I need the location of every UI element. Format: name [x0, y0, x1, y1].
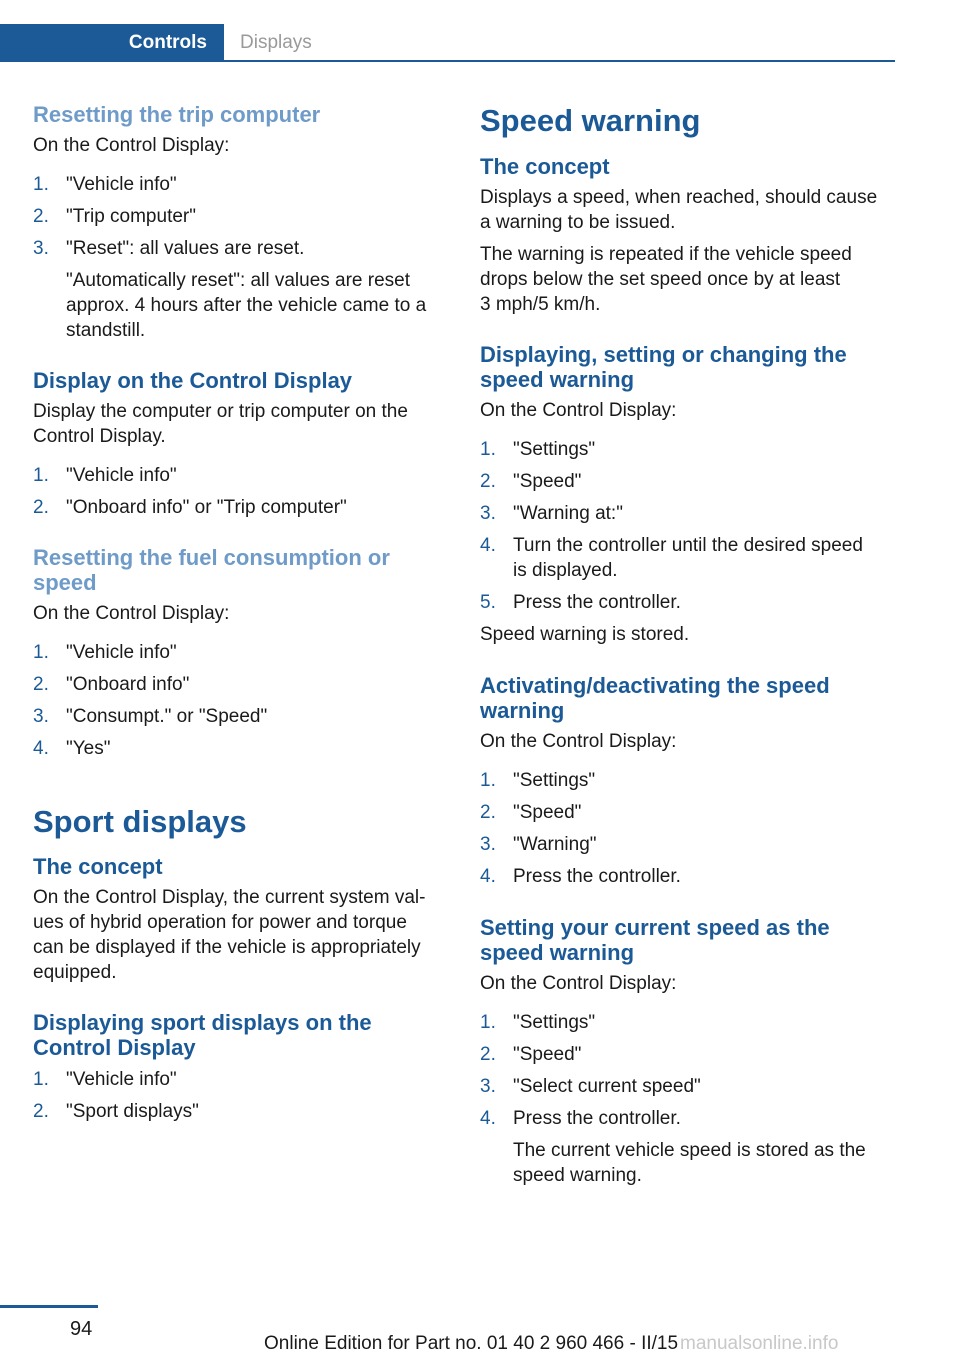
heading-reset-fuel: Resetting the fuel consumption or speed [33, 545, 390, 595]
tab-controls[interactable]: Controls [0, 24, 224, 60]
heading-speed-concept: The concept [480, 154, 610, 179]
list-item: 2. "Onboard info" or "Trip computer" [33, 497, 347, 518]
tab-displays[interactable]: Displays [240, 32, 312, 53]
text-reset-fuel-intro: On the Control Display: [33, 603, 230, 624]
text-speed-concept-1: Displays a speed, when reached, should cause a warning to be issued. [480, 187, 878, 233]
list-item: 4. Turn the controller until the desired speed is displayed. [480, 535, 863, 581]
list-item: 4. Press the controller. [480, 866, 681, 887]
list-item: 4. Press the controller. [480, 1108, 681, 1129]
list-item: 1. "Vehicle info" [33, 1069, 177, 1090]
list-item: 2. "Trip computer" [33, 206, 196, 227]
title-sport-displays: Sport displays [33, 804, 247, 839]
step-note: "Automatically reset": all values are reset approx. 4 hours after the vehicle came to a standstill. [66, 270, 427, 341]
title-speed-warning: Speed warning [480, 103, 701, 138]
header-tabs [0, 24, 895, 62]
list-item: 3. "Consumpt." or "Speed" [33, 706, 268, 727]
list-setting [480, 437, 895, 615]
list-item: 1. "Vehicle info" [33, 642, 177, 663]
footer-divider [0, 1305, 98, 1308]
text-sport-concept: On the Control Display, the current system val- ues of hybrid operation for power and torque can be displayed if the vehicle is appropriately equipped. [33, 887, 426, 983]
text-display-cd: Display the computer or trip computer on the Control Display. [33, 401, 408, 447]
page-number: 94 [70, 1318, 93, 1340]
list-item: 1. "Vehicle info" [33, 465, 177, 486]
list-item: 3. "Warning at:" [480, 503, 623, 524]
list-item: 1. "Settings" [480, 770, 596, 791]
list-reset-trip [33, 172, 448, 343]
text-setting-intro: On the Control Display: [480, 400, 677, 421]
list-item: 2. "Speed" [480, 471, 582, 492]
list-display-cd [33, 463, 448, 520]
list-current [480, 1010, 895, 1188]
list-item: 1. "Settings" [480, 439, 596, 460]
text-speed-concept-2: The warning is repeated if the vehicle speed drops below the set speed once by at least 3 mph/5 km/h. [480, 244, 852, 315]
header-divider [0, 60, 895, 62]
text-current-intro: On the Control Display: [480, 973, 677, 994]
text-warning-stored: Speed warning is stored. [480, 624, 690, 645]
heading-display-cd: Display on the Control Display [33, 368, 353, 393]
list-item: 1. "Settings" [480, 1012, 596, 1033]
list-item: 2. "Onboard info" [33, 674, 190, 695]
heading-reset-trip: Resetting the trip computer [33, 102, 321, 127]
edition-note: Online Edition for Part no. 01 40 2 960 466 - II/15 [264, 1333, 679, 1354]
list-item: 3. "Warning" [480, 834, 597, 855]
list-item: 1. "Vehicle info" [33, 174, 177, 195]
list-item: 3. "Reset": all values are reset. [33, 238, 305, 259]
heading-setting-warning: Displaying, setting or changing the speed warning [480, 342, 847, 392]
list-item: 2. "Sport displays" [33, 1101, 199, 1122]
heading-current-speed: Setting your current speed as the speed warning [480, 915, 830, 965]
watermark: manualsonline.info [680, 1333, 839, 1354]
list-item: 4. "Yes" [33, 738, 111, 759]
right-column [480, 102, 895, 1188]
heading-displaying-sport: Displaying sport displays on the Control Display [33, 1010, 372, 1060]
heading-activate-warning: Activating/deactivating the speed warning [480, 673, 830, 723]
list-item: 5. Press the controller. [480, 592, 681, 613]
list-sport [33, 1067, 448, 1124]
list-item: 2. "Speed" [480, 802, 582, 823]
list-reset-fuel [33, 640, 448, 761]
step-note: The current vehicle speed is stored as the speed warning. [513, 1140, 866, 1186]
left-column [33, 102, 448, 1124]
list-activate [480, 768, 895, 889]
text-activate-intro: On the Control Display: [480, 731, 677, 752]
list-item: 3. "Select current speed" [480, 1076, 701, 1097]
heading-sport-concept: The concept [33, 854, 163, 879]
text-reset-trip-intro: On the Control Display: [33, 135, 230, 156]
list-item: 2. "Speed" [480, 1044, 582, 1065]
